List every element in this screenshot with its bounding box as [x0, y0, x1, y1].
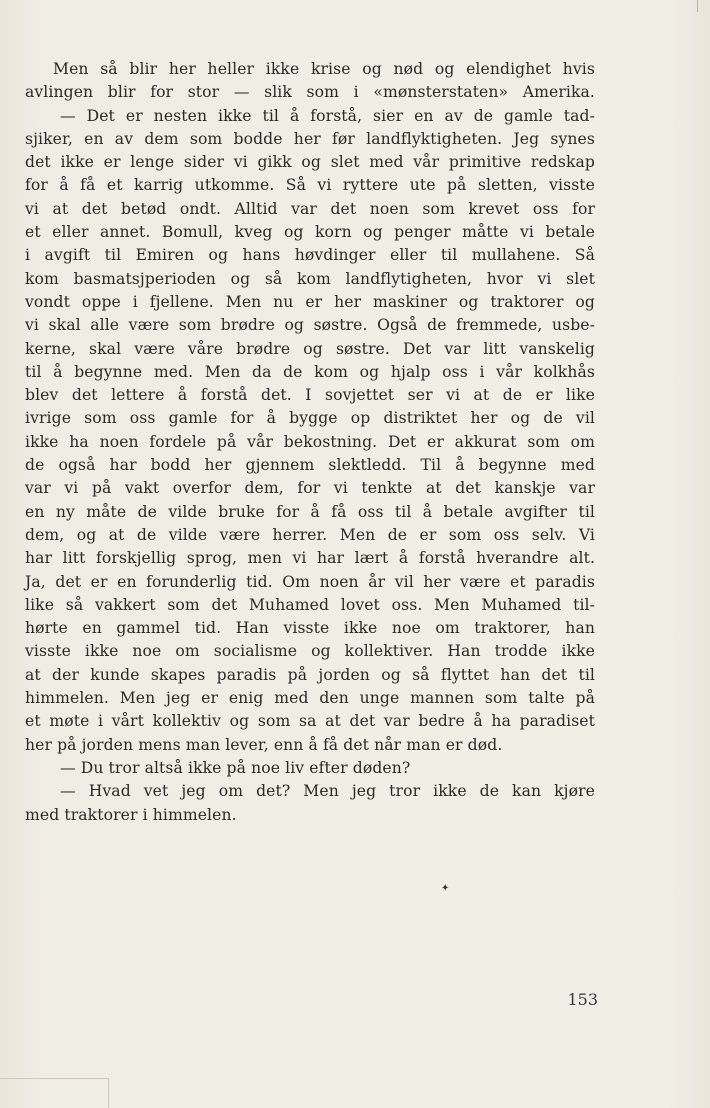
text-line: — Det er nesten ikke til å forstå, sier en av de gamle tad- — [60, 106, 595, 125]
text-line: ivrige som oss gamle for å bygge op distriktet her og de vil — [25, 409, 595, 428]
text-line: dem, og at de vilde være herrer. Men de er som oss selv. Vi — [25, 525, 595, 544]
text-line: her på jorden mens man lever, enn å få det når man er død. — [25, 735, 503, 754]
text-line: at der kunde skapes paradis på jorden og så flyttet han det til — [25, 665, 595, 684]
text-line: visste ikke noe om socialisme og kollektiver. Han trodde ikke — [25, 642, 595, 661]
body-text — [25, 58, 595, 827]
text-line: vi skal alle være som brødre og søstre. Også de fremmede, usbe- — [25, 316, 595, 335]
scan-edge-line — [0, 1078, 108, 1079]
text-line: himmelen. Men jeg er enig med den unge mannen som talte på — [25, 689, 595, 708]
text-line: hørte en gammel tid. Han visste ikke noe om traktorer, han — [25, 619, 595, 638]
text-line: kom basmatsjperioden og så kom landflytigheten, hvor vi slet — [25, 269, 595, 288]
text-line: til å begynne med. Men da de kom og hjalp oss i vår kolkhås — [25, 362, 595, 381]
text-line: i avgift til Emiren og hans høvdinger eller til mullahene. Så — [25, 246, 595, 265]
text-line: for å få et karrig utkomme. Så vi ryttere ute på sletten, visste — [25, 176, 595, 195]
text-line: vondt oppe i fjellene. Men nu er her maskiner og traktorer og — [25, 292, 595, 311]
text-line: avlingen blir for stor — slik som i «mønsterstaten» Amerika. — [25, 83, 595, 102]
ornament-icon: ✦ — [441, 883, 450, 894]
text-line: kerne, skal være våre brødre og søstre. Det var litt vanskelig — [25, 339, 595, 358]
text-line: med traktorer i himmelen. — [25, 805, 237, 824]
page-number: 153 — [567, 990, 598, 1009]
text-line: det ikke er lenge sider vi gikk og slet med vår primitive redskap — [25, 153, 595, 172]
text-line: et eller annet. Bomull, kveg og korn og penger måtte vi betale — [25, 223, 595, 242]
text-line: — Du tror altså ikke på noe liv efter døden? — [60, 758, 411, 777]
text-line: en ny måte de vilde bruke for å få oss til å betale avgifter til — [25, 502, 595, 521]
page-corner-mark — [697, 0, 698, 12]
text-line: vi at det betød ondt. Alltid var det noen som krevet oss for — [25, 199, 595, 218]
text-line: like så vakkert som det Muhamed lovet oss. Men Muhamed til- — [25, 595, 595, 614]
scan-edge-tick — [108, 1078, 109, 1108]
text-line: — Hvad vet jeg om det? Men jeg tror ikke de kan kjøre — [60, 782, 595, 801]
text-line: var vi på vakt overfor dem, for vi tenkte at det kanskje var — [25, 479, 595, 498]
text-line: har litt forskjellig sprog, men vi har lært å forstå hverandre alt. — [25, 549, 595, 568]
text-line: ikke ha noen fordele på vår bekostning. Det er akkurat som om — [25, 432, 595, 451]
text-line: Men så blir her heller ikke krise og nød og elendighet hvis — [53, 60, 595, 78]
text-line: et møte i vårt kollektiv og som sa at det var bedre å ha paradiset — [25, 712, 595, 731]
text-line: sjiker, en av dem som bodde her før landflyktigheten. Jeg synes — [25, 129, 595, 148]
text-line: de også har bodd her gjennem slektledd. Til å begynne med — [25, 456, 595, 475]
text-line: Ja, det er en forunderlig tid. Om noen år vil her være et paradis — [25, 572, 595, 591]
text-line: blev det lettere å forstå det. I sovjettet ser vi at de er like — [25, 386, 595, 405]
